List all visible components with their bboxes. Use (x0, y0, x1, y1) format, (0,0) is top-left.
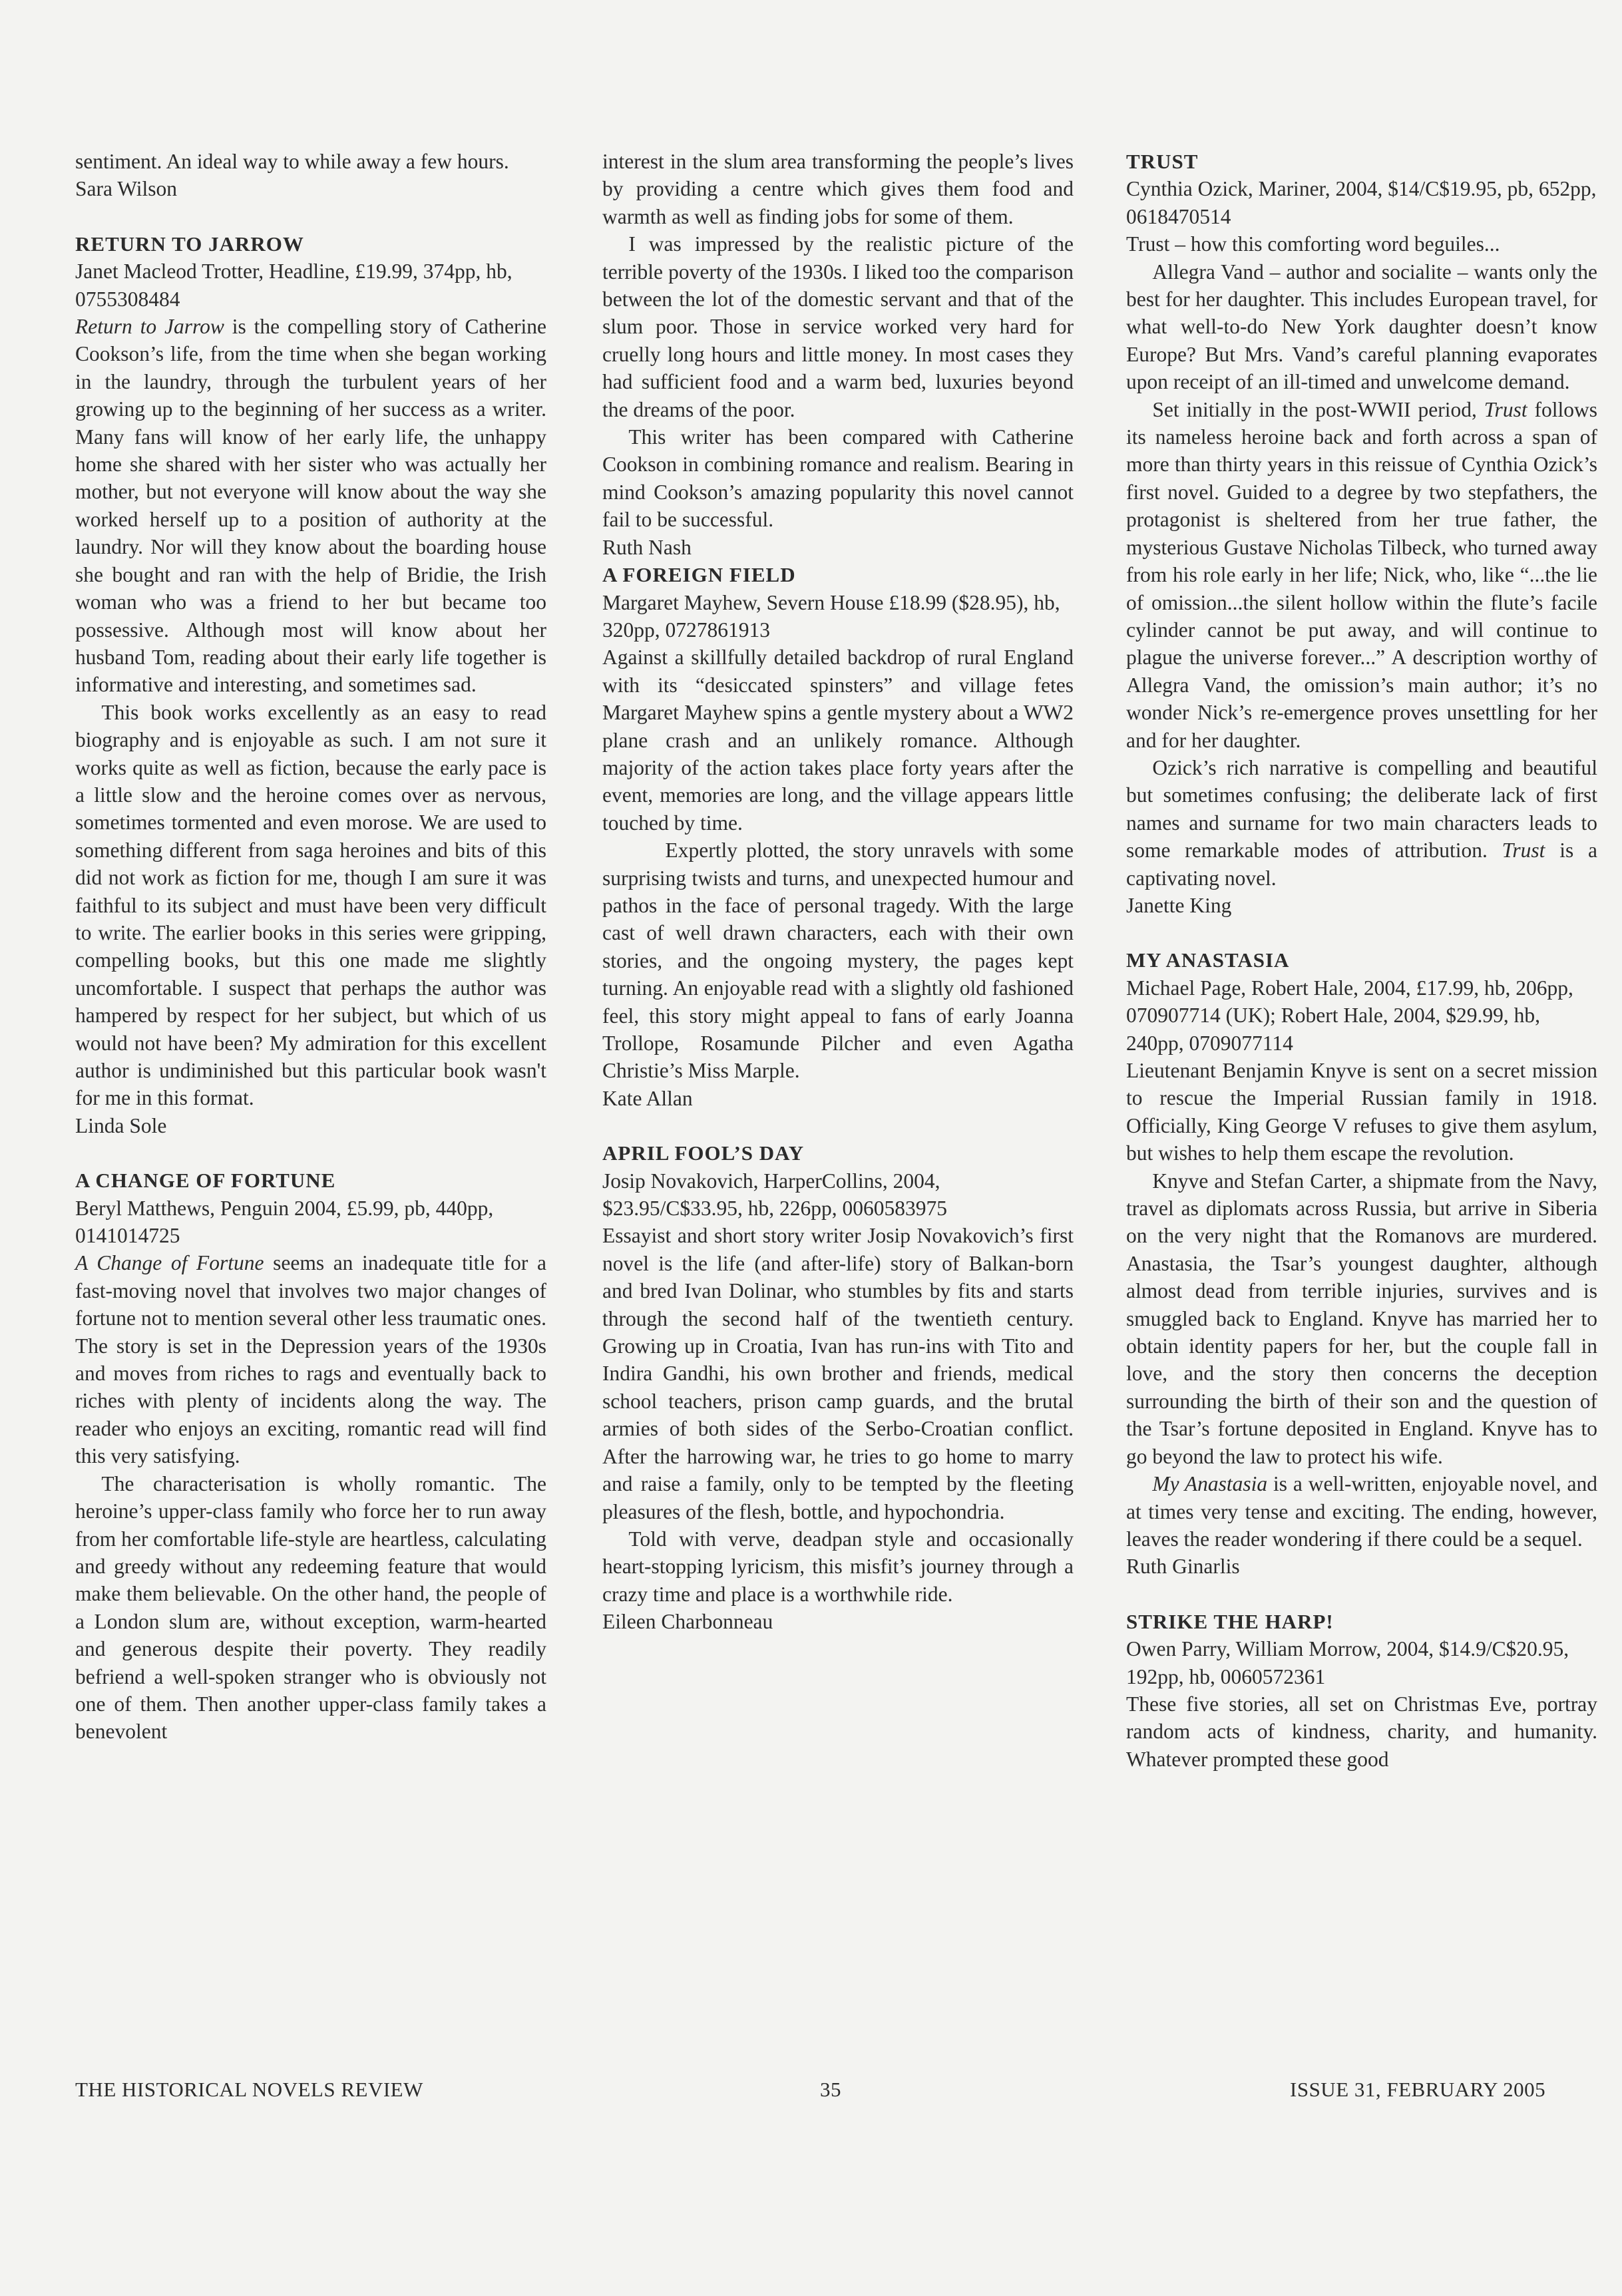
reviewer-name: Sara Wilson (75, 177, 178, 201)
review-paragraph: Against a skillfully detailed backdrop of rural England with its “desiccated spinsters” and village fetes Margaret Mayhew spins a gentle mystery about a WW2 plane crash and an unlikely romance. Although majority of the action takes place forty years after the event, memories are long, and the village appears little touched by time. (602, 646, 1074, 835)
review-title: TRUST (1126, 150, 1199, 173)
review-paragraph: A Change of Fortune seems an inadequate title for a fast-moving novel that involves two major changes of fortune not to mention several other less traumatic ones. The story is set in the Depression years of the 1930s and moves from riches to rags and eventually back to riches with plenty of incidents along the way. The reader who enjoys an exciting, romantic read will find this very satisfying. (75, 1251, 546, 1468)
review-title: A FOREIGN FIELD (602, 563, 796, 587)
review-tagline: Trust – how this comforting word beguiles... (1126, 232, 1500, 256)
reviewer-name: Linda Sole (75, 1113, 167, 1137)
review-paragraph: My Anastasia is a well-written, enjoyable novel, and at times very tense and exciting. The ending, however, leaves the reader wondering if there could be a sequel. (1126, 1472, 1597, 1551)
reviewer-name: Ruth Nash (602, 535, 692, 559)
book-details: Beryl Matthews, Penguin 2004, £5.99, pb, 440pp, 0141014725 (75, 1196, 494, 1248)
book-title-italic: Return to Jarrow (75, 315, 224, 339)
review-paragraph: I was impressed by the realistic picture of the terrible poverty of the 1930s. I liked too the comparison between the lot of the domestic servant and that of the slum poor. Those in service worked very hard for cruelly long hours and little money. In most cases they had sufficient food and a warm bed, luxuries beyond the dreams of the poor. (602, 232, 1074, 421)
column-3 (1126, 148, 1597, 1773)
review-paragraph: These five stories, all set on Christmas Eve, portray random acts of kindness, charity, and humanity. Whatever prompted these good (1126, 1692, 1597, 1771)
review-paragraph: The characterisation is wholly romantic. The heroine’s upper-class family who force her to run away from her comfortable life-style are heartless, calculating and greedy without any redeeming feature that would make them believable. On the other hand, the people of a London slum are, without exception, warm-hearted and generous despite their poverty. They readily befriend a well-spoken stranger who is obviously not one of them. Then another upper-class family takes a benevolent (75, 1471, 546, 1744)
footer-page-number: 35 (820, 2078, 841, 2101)
review-paragraph: Return to Jarrow is the compelling story of Catherine Cookson’s life, from the time when she began working in the laundry, through the turbulent years of her growing up to the beginning of her success as a writer. Many fans will know of her early life, the unhappy home she shared with her sister who was actually her mother, but not everyone will know about the way she worked herself up to a position of authority at the laundry. Nor will they know about the boarding house she bought and ran with the help of Bridie, the Irish woman who was a friend to her but became too possessive. Although most will know about her husband Tom, reading about their early life together is informative and interesting, and sometimes sad. (75, 315, 546, 697)
reviewer-name: Janette King (1126, 893, 1232, 917)
review-title: APRIL FOOL’S DAY (602, 1141, 805, 1165)
book-title-italic: Trust (1502, 839, 1545, 862)
review-title: RETURN TO JARROW (75, 232, 304, 256)
review-paragraph: This book works excellently as an easy to read biography and is enjoyable as such. I am not sure it works quite as well as fiction, because the early pace is a little slow and the heroine comes over as nervous, sometimes tormented and even morose. We are used to something different from saga heroines and bits of this did not work as fiction for me, though I am sure it was faithful to its subject and must have been very difficult to write. The earlier books in this series were gripping, compelling books, but this one made me slightly uncomfortable. I suspect that perhaps the author was hampered by respect for her subject, but which of us would not have been? My admiration for this excellent author is undiminished but this particular book wasn't for me in this format. (75, 700, 546, 1110)
book-details: Cynthia Ozick, Mariner, 2004, $14/C$19.95, pb, 652pp, 0618470514 (1126, 177, 1597, 228)
review-paragraph: Ozick’s rich narrative is compelling and beautiful but sometimes confusing; the deliberate lack of first names and surname for two main characters leads to some remarkable modes of attribution. Trust is a captivating novel. (1126, 755, 1597, 890)
book-details: Owen Parry, William Morrow, 2004, $14.9/C$20.95, 192pp, hb, 0060572361 (1126, 1637, 1569, 1688)
book-details: Margaret Mayhew, Severn House £18.99 ($28.95), hb, 320pp, 0727861913 (602, 590, 1060, 642)
review-paragraph: Allegra Vand – author and socialite – wants only the best for her daughter. This includes European travel, for what well-to-do New York daughter doesn’t know Europe? But Mrs. Vand’s careful planning evaporates upon receipt of an ill-timed and unwelcome demand. (1126, 260, 1597, 394)
book-title-italic: Trust (1484, 397, 1527, 421)
footer-issue: ISSUE 31, FEBRUARY 2005 (1290, 2078, 1546, 2101)
continued-text: sentiment. An ideal way to while away a few hours. (75, 150, 509, 173)
continued-text: interest in the slum area transforming the people’s lives by providing a centre which gives them food and warmth as well as finding jobs for some of them. (602, 150, 1074, 228)
column-2 (602, 148, 1074, 1636)
review-title: A CHANGE OF FORTUNE (75, 1169, 336, 1193)
reviewer-name: Eileen Charbonneau (602, 1610, 773, 1634)
reviewer-name: Kate Allan (602, 1086, 693, 1110)
review-title: MY ANASTASIA (1126, 948, 1290, 972)
book-details: Michael Page, Robert Hale, 2004, £17.99, hb, 206pp, 070907714 (UK); Robert Hale, 2004, $29.99, hb, 240pp, 0709077114 (1126, 976, 1573, 1055)
footer-magazine-name: THE HISTORICAL NOVELS REVIEW (75, 2078, 423, 2101)
review-paragraph: Told with verve, deadpan style and occasionally heart-stopping lyricism, this misfit’s journey through a crazy time and place is a worthwhile ride. (602, 1527, 1074, 1606)
column-1 (75, 148, 546, 1746)
review-paragraph: Set initially in the post-WWII period, Trust follows its nameless heroine back and forth across a span of more than thirty years in this reissue of Cynthia Ozick’s first novel. Guided to a degree by two stepfathers, the protagonist is sheltered from her true father, the mysterious Gustave Nicholas Tilbeck, who turned away from his role early in her life; Nick, who, like “...the lie of omission...the silent hollow within the flute’s facile cylinder cannot be put away, and will continue to plague the universe forever...” A description worthy of Allegra Vand, the omission’s main author; it’s no wonder Nick’s re-emergence proves unsettling for her and for her daughter. (1126, 397, 1597, 752)
book-title-italic: A Change of Fortune (75, 1251, 264, 1275)
book-details: Janet Macleod Trotter, Headline, £19.99, 374pp, hb, 0755308484 (75, 260, 512, 311)
review-paragraph: Lieutenant Benjamin Knyve is sent on a secret mission to rescue the Imperial Russian family in 1918. Officially, King George V refuses to give them asylum, but wishes to help them escape the revolution. (1126, 1059, 1597, 1165)
book-title-italic: My Anastasia (1152, 1472, 1268, 1496)
reviewer-name: Ruth Ginarlis (1126, 1555, 1240, 1579)
review-title: STRIKE THE HARP! (1126, 1609, 1334, 1633)
review-paragraph: This writer has been compared with Catherine Cookson in combining romance and realism. Bearing in mind Cookson’s amazing popularity this novel cannot fail to be successful. (602, 425, 1074, 532)
review-paragraph: Knyve and Stefan Carter, a shipmate from the Navy, travel as diplomats across Russia, but arrive in Siberia on the very night that the Romanovs are murdered. Anastasia, the Tsar’s youngest daughter, although almost dead from terrible injuries, survives and is smuggled back to England. Knyve has married her to obtain identity papers for her, but the couple fall in love, and the story then concerns the deception surrounding the birth of their son and the question of the Tsar’s fortune deposited in England. Knyve has to go beyond the law to protect his wife. (1126, 1169, 1597, 1468)
book-details: Josip Novakovich, HarperCollins, 2004, $23.95/C$33.95, hb, 226pp, 0060583975 (602, 1169, 948, 1221)
review-paragraph: Essayist and short story writer Josip Novakovich’s first novel is the life (and after-life) story of Balkan-born and bred Ivan Dolinar, who stumbles by fits and starts through the second half of the twentieth century. Growing up in Croatia, Ivan has run-ins with Tito and Indira Gandhi, his own brother and friends, medical school teachers, prison camp guards, and the brutal armies of both sides of the Serbo-Croatian conflict. After the harrowing war, he tries to go home to marry and raise a family, only to be tempted by the fleeting pleasures of the flesh, bottle, and hypochondria. (602, 1224, 1074, 1523)
review-paragraph: Expertly plotted, the story unravels with some surprising twists and turns, and unexpected humour and pathos in the face of personal tragedy. With the large cast of well drawn characters, each with their own stories, and the ongoing mystery, the pages kept turning. An enjoyable read with a slightly old fashioned feel, this story might appeal to fans of early Joanna Trollope, Rosamunde Pilcher and even Agatha Christie’s Miss Marple. (602, 839, 1074, 1083)
